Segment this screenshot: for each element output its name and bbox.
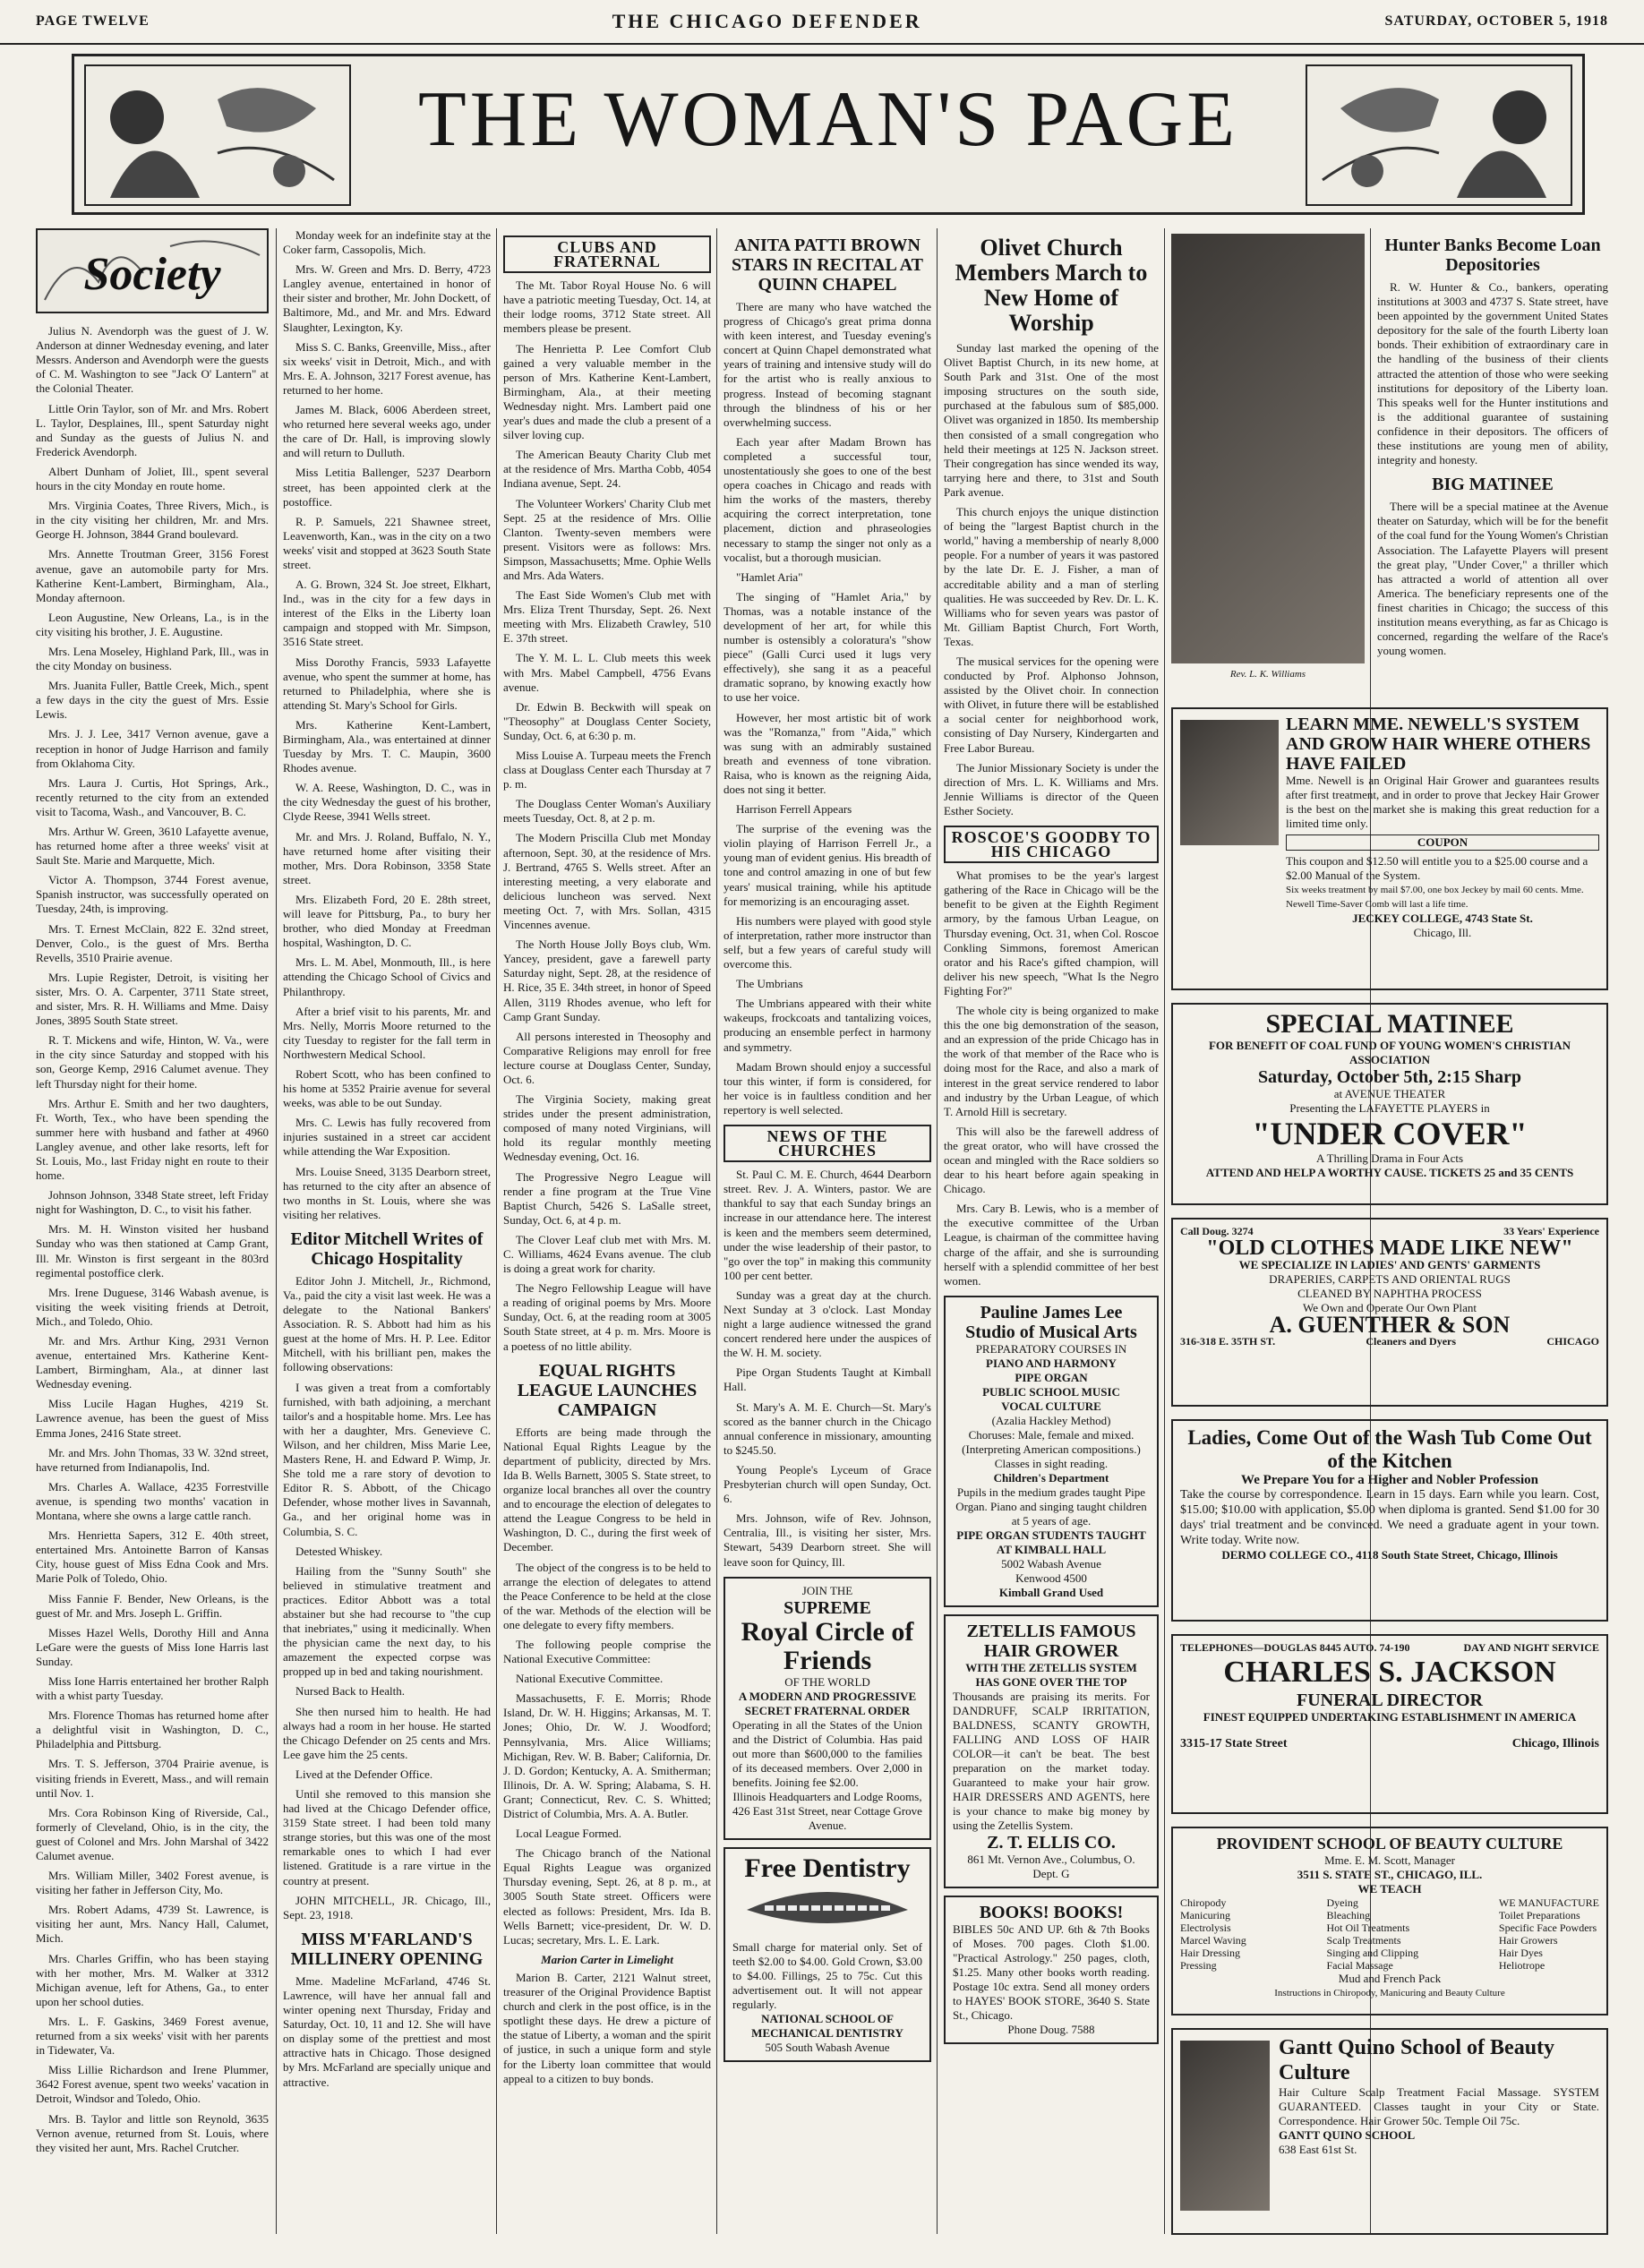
books-title: BOOKS! BOOKS!: [979, 1902, 1124, 1922]
gantt-body: Hair Culture Scalp Treatment Facial Massage. SYSTEM GUARANTEED. Classes taught in your City or State. Correspondence. Hair Grower 50c. Temple Oil 75c.: [1279, 2085, 1599, 2127]
special-matinee-ad: [1171, 1003, 1608, 1209]
circle-address: Illinois Headquarters and Lodge Rooms, 426 East 31st Street, near Cottage Grove Avenue.: [732, 1789, 922, 1832]
pauline-pipe: PIPE ORGAN STUDENTS TAUGHT AT KIMBALL HALL: [956, 1528, 1146, 1556]
paragraph: However, her most artistic bit of work was the "Romanza," from "Aida," which was sung with an admirably sustained breath and evenness of tone vibration. Raisa, who is known as the reigning Aida, does not sing it better.: [724, 710, 931, 796]
paragraph: After a brief visit to his parents, Mr. and Mrs. Nelly, Morris Moore returned to the city Tuesday to register for the fall term in Northwestern Medical School.: [283, 1004, 491, 1061]
dermo-name: DERMO COLLEGE CO., 4118 South State Street, Chicago, Illinois: [1221, 1548, 1558, 1562]
paragraph: Miss Fannie F. Bender, New Orleans, is the guest of Mr. and Mrs. Joseph L. Griffin.: [36, 1591, 269, 1620]
column-rule: [1164, 228, 1165, 2234]
paragraph: Mrs. W. Green and Mrs. D. Berry, 4723 Langley avenue, entertained in honor of their sister and brother, Mr. John Dockett, of Baltimore, Md., and Mr. and Mrs. Edward Slaughter, Lexington, Ky.: [283, 262, 491, 334]
dermo-body: Take the course by correspondence. Learn in 15 days. Earn while you learn. Cost, $15.00; $10.00 with application, $5.00 when diploma is granted. Send $1.00 for 30 days' trial treatment and be convinced. We need a graduate agent in your town. Write today. Write now.: [1180, 1488, 1599, 1547]
equal-rights-body: [503, 1425, 711, 1947]
paragraph: Albert Dunham of Joliet, Ill., spent several hours in the city Monday en route home.: [36, 464, 269, 493]
jackson-finest: FINEST EQUIPPED UNDERTAKING ESTABLISHMENT IN AMERICA: [1203, 1710, 1577, 1724]
jackson-city: Chicago, Illinois: [1511, 1737, 1599, 1750]
pauline-lee-ad: [944, 1296, 1159, 1607]
paragraph: Miss Louise A. Turpeau meets the French class at Douglass Center each Thursday at 7 p. m.: [503, 749, 711, 792]
newell-name: JECKEY COLLEGE, 4743 State St.: [1352, 911, 1533, 925]
paragraph: Specific Face Powders: [1498, 1921, 1597, 1934]
paragraph: Mrs. M. H. Winston visited her husband Sunday who was then stationed at Camp Grant, Ill. Mr. Winston is first sergeant in the 803rd regimental postoffice clerk.: [36, 1222, 269, 1279]
paragraph: Miss Dorothy Francis, 5933 Lafayette avenue, who spent the summer at home, has returned to Philadelphia, where she is attending St. Mary's School for Girls.: [283, 655, 491, 712]
circle-of-world: OF THE WORLD: [784, 1674, 870, 1689]
paragraph: The Umbrians: [736, 977, 803, 991]
royal-circle-ad: [724, 1577, 931, 1840]
paragraph: W. A. Reese, Washington, D. C., was in the city Wednesday the guest of his brother, Clyde Reese, 3941 Wells street.: [283, 781, 491, 824]
gantt-portrait: [1180, 2041, 1270, 2211]
provident-title: PROVIDENT SCHOOL OF BEAUTY CULTURE: [1216, 1835, 1563, 1853]
zetellis-name: Z. T. ELLIS CO.: [987, 1832, 1116, 1853]
paragraph: The Junior Missionary Society is under the direction of Mrs. L. K. Williams and Mrs. Jennie Williams is director of the Queen Esther Society.: [944, 760, 1159, 817]
coupon-body: This coupon and $12.50 will entitle you to a $25.00 course and a $2.00 Manual of the System.: [1286, 854, 1588, 882]
paragraph: Hair Growers: [1498, 1934, 1558, 1947]
paragraph: Miss S. C. Banks, Greenville, Miss., after six weeks' visit in Detroit, Mich., and with Mrs. E. A. Johnson, 3217 Forest avenue, has returned to her home.: [283, 339, 491, 397]
paragraph: I was given a treat from a comfortably furnished, with bath adjoining, a merchant tailor's and a hospitable home. Mrs. Lee has with her a daughter, Mrs. Genevieve C. Wilson, and her children, Miss Marie Lee, Masters Rene, H. and Edward P. Wimp, Jr. She told me a rare story of devotion to Editor R. S. Abbott, of the Chicago Defender, whose mother lives in Savannah, Ga., and her original home was in Columbia, S. C.: [283, 1380, 491, 1538]
jackson-title: FUNERAL DIRECTOR: [1297, 1690, 1483, 1710]
paragraph: Sunday last marked the opening of the Olivet Baptist Church, in its new home, at South Park and 31st. One of the most imposing structures on the south side, purchased at the fabulous sum of $85,000. Olivet was organized in 1850. Its membership then consisted of a small congregation who held their meetings at 125 N. Jackson street. Their congregation has since wended its way, tarrying here and there, to 31st and South Park avenue.: [944, 341, 1159, 499]
paragraph: Julius N. Avendorph was the guest of J. W. Anderson at dinner Wednesday evening, and later Messrs. Anderson and Avendorph were the guests of C. M. Washington to see "Jack O' Lantern" at the Colonial Theater.: [36, 324, 269, 396]
marion-text: Marion B. Carter, 2121 Walnut street, treasurer of the Original Providence Baptist church and clerk in the post office, is in the spotlight these days. He drew a picture of the statue of Liberty, a woman and the spirit of justice, in such a unique form and style for the Liberty loan committee that would appeal to a citizen to buy bonds.: [503, 1970, 711, 2085]
paragraph: Marcel Waving: [1180, 1934, 1246, 1947]
paragraph: Mrs. Florence Thomas has returned home after a delightful visit in Washington, D. C., Philadelphia and Pittsburg.: [36, 1708, 269, 1751]
circle-supreme: SUPREME: [783, 1597, 871, 1618]
paragraph: Pressing: [1180, 1959, 1217, 1972]
pastor-photo: [1171, 234, 1365, 663]
paragraph: Mrs. Lupie Register, Detroit, is visiting her sister, Mrs. O. A. Carpenter, 3711 State street, and sister, Mrs. R. H. Williams and Mme. Daisy Jones, 3895 South State street.: [36, 970, 269, 1028]
paragraph: Mr. and Mrs. John Thomas, 33 W. 32nd street, have returned from Indianapolis, Ind.: [36, 1445, 269, 1474]
paragraph: Mrs. Robert Adams, 4739 St. Lawrence, is visiting her aunt, Mrs. Nancy Hall, Calumet, Mich.: [36, 1903, 269, 1946]
provident-list-right: [1499, 1896, 1599, 1972]
paragraph: Sunday was a great day at the church. Next Sunday at 3 o'clock. Last Monday night a large audience witnessed the grand concert rendered here under the auspices of the W. H. M. society.: [724, 1288, 931, 1360]
paragraph: R. P. Samuels, 221 Shawnee street, Leavenworth, Kan., was in the city on a two weeks' visit and stopped at 3623 South State street.: [283, 514, 491, 571]
hunter-headline: Hunter Banks Become Loan Depositories: [1384, 235, 1601, 275]
paragraph: Mrs. Annette Troutman Greer, 3156 Forest avenue, gave an automobile party for Mrs. Katherine Kent-Lambert, Birmingham, Ala., Monday afternoon.: [36, 547, 269, 604]
hunter-text: R. W. Hunter & Co., bankers, operating institutions at 3003 and 4737 S. State street, have been appointed by the government United States depository for the sale of the fourth Liberty loan bonds. Their exhibition of extraordinary care in the handling of the business of their clients attracted the attention of those who were seeking institutions for depository of the Liberty loan. This speaks well for the Hunter institutions and is the additional guarantee of sustaining confidence in their depositors. The officers of these institutions are young men of ability, integrity and honesty.: [1377, 280, 1608, 467]
pauline-prep: PREPARATORY COURSES IN: [975, 1341, 1127, 1356]
guenther-cleaned: CLEANED BY NAPHTHA PROCESS: [1297, 1287, 1482, 1300]
paragraph: Lived at the Defender Office.: [295, 1767, 433, 1781]
paragraph: What promises to be the year's largest gathering of the Race in Chicago will be the benefit to be given at the Eighth Regiment armory, by the famous Urban League, on Thursday evening, Oct. 31, when Col. Roscoe Conkling Simmons, foremost American orator and his Race's gifted champion, will deliver his new speech, "What Is the Negro Fighting For?": [944, 869, 1159, 997]
paragraph: The Volunteer Workers' Charity Club met Sept. 25 at the residence of Mrs. Ollie Clanton. Twenty-seven members were present. Visitors were as follows: Mrs. Simpson, Massachusetts; Mme. Ophie Wells and Mrs. Ada Waters.: [503, 496, 711, 582]
paper-name: THE CHICAGO DEFENDER: [612, 10, 922, 32]
paragraph: Mrs. Irene Duguese, 3146 Wabash avenue, is visiting the week visiting friends at Detroit, Mich., and Toledo, Ohio.: [36, 1285, 269, 1328]
pauline-address: 5002 Wabash Avenue: [1001, 1556, 1101, 1570]
paragraph: The Clover Leaf club met with Mrs. M. C. Williams, 4624 Evans avenue. The club is doing a great work for charity.: [503, 1232, 711, 1276]
paragraph: The Modern Priscilla Club met Monday afternoon, Sept. 30, at the residence of Mrs. J. Bertrand, 4765 S. Wells street. After an interesting meeting, a very elaborate and delicious luncheon was served. Next meeting Oct. 7, with Mrs. Sollan, 4315 Vincennes avenue.: [503, 831, 711, 932]
column-two: [283, 228, 491, 2238]
society-body: [36, 324, 269, 2155]
paragraph: Miss Letitia Ballenger, 5237 Dearborn street, has been appointed clerk at the postoffice.: [283, 466, 491, 509]
paragraph: Scalp Treatments: [1326, 1934, 1401, 1947]
free-dentistry-ad: [724, 1847, 931, 2062]
pastor-caption: Rev. L. K. Williams: [1229, 669, 1306, 680]
paragraph: Mrs. T. Ernest McClain, 822 E. 32nd street, Denver, Colo., is the guest of Mrs. Bertha Revells, 3510 Prairie avenue.: [36, 921, 269, 964]
olivet-article-body: [944, 341, 1159, 818]
column-five: [944, 228, 1159, 2238]
paragraph: JOHN MITCHELL, JR. Chicago, Ill., Sept. 23, 1918.: [283, 1893, 491, 1921]
ornament-right-icon: [1305, 64, 1573, 207]
paragraph: This will also be the farewell address of the great orator, who will have crossed the ocean and mingled with the Race soldiers so dear to his heart before again speaking in Chicago.: [944, 1124, 1159, 1196]
pauline-method: (Azalia Hackley Method): [991, 1413, 1111, 1427]
paragraph: Detested Whiskey.: [295, 1544, 383, 1558]
guenther-city: CHICAGO: [1546, 1335, 1599, 1348]
newell-body: Mme. Newell is an Original Hair Grower and guarantees results after first treatment, and in order to prove that Jeckey Hair Grower is the best on the market she is making this great reduction for a limited time only.: [1286, 774, 1599, 830]
paragraph: Miss Ione Harris entertained her brother Ralph with a whist party Tuesday.: [36, 1673, 269, 1703]
paragraph: Mrs. J. J. Lee, 3417 Vernon avenue, gave a reception in honor of Judge Harrison and family from Oklahoma City.: [36, 727, 269, 770]
pauline-phone: Kenwood 4500: [1015, 1570, 1087, 1585]
column-rule: [937, 228, 938, 2234]
paragraph: The Douglass Center Woman's Auxiliary meets Tuesday, Oct. 8, at 2 p. m.: [503, 797, 711, 826]
newell-city: Chicago, Ill.: [1413, 926, 1472, 939]
books-phone: Phone Doug. 7588: [1007, 2022, 1095, 2036]
issue-date: SATURDAY, OCTOBER 5, 1918: [1384, 13, 1608, 29]
womans-page-banner: [72, 54, 1585, 215]
zetellis-body: Thousands are praising its merits. For DANDRUFF, SCALP IRRITATION, BALDNESS, SCANTY GROWTH, FALLING AND LOSS OF HAIR COLOR—it can't be beat. The best preparation on the market today. Guaranteed to make your hair grow. HAIR DRESSERS AND AGENTS, here is your chance to make big money by using the Zetellis System.: [953, 1689, 1150, 1832]
paragraph: Mrs. Arthur W. Green, 3610 Lafayette avenue, has returned home after a three weeks' visit at Sault Ste. Marie and Marquette, Mich.: [36, 825, 269, 868]
big-matinee-text: There will be a special matinee at the Avenue theater on Saturday, which will be for the benefit of the coal fund for the Young Women's Christian Association. The Lafayette Players will present the great play, "Under Cover," a thriller which has attracted a world of attention all over America. The beneficiary represents one of the finest charities in Chicago; the success of this institution means everything, as far as Chicago is concerned, regarding the welfare of the Race's young women.: [1377, 500, 1608, 658]
paragraph: Mrs. Laura J. Curtis, Hot Springs, Ark., recently returned to the city from an extended visit to Tacoma, Wash., and Vancouver, B. C.: [36, 775, 269, 818]
column-rule: [496, 228, 497, 2234]
paragraph: Electrolysis: [1180, 1921, 1231, 1934]
paragraph: Hair Dressing: [1180, 1947, 1240, 1959]
paragraph: The North House Jolly Boys club, Wm. Yancey, president, gave a farewell party Saturday night, Sept. 28, at the residence of H. Rice, 35 E. 34th street, in honor of Speed Allen, 3119 Rhodes avenue, who left for Camp Grant Sunday.: [503, 937, 711, 1023]
special-matinee-title: SPECIAL MATINEE: [1265, 1009, 1514, 1039]
zetellis-address: 861 Mt. Vernon Ave., Columbus, O.: [967, 1852, 1135, 1866]
pauline-course: PUBLIC SCHOOL MUSIC: [982, 1384, 1120, 1399]
paragraph: Mrs. B. Taylor and little son Reynold, 3635 Vernon avenue, returned from St. Louis, where they visited her aunt, Mrs. Rachel Crutcher.: [36, 2111, 269, 2154]
paragraph: Manicuring: [1180, 1909, 1230, 1921]
circle-desc: A MODERN AND PROGRESSIVE SECRET FRATERNAL ORDER: [738, 1689, 917, 1717]
newell-ad: [1171, 707, 1608, 994]
paragraph: The singing of "Hamlet Aria," by Thomas, was a notable instance of the development of her art, for while this number is ostensibly a coloratura's "show piece" (Galli Curci used it lugs very effectively), she sang it as a peaceful dramatic soprano, by knowing exactly how to use her voice.: [724, 589, 931, 705]
paragraph: Dyeing: [1326, 1896, 1358, 1909]
books-body: BIBLES 50c AND UP. 6th & 7th Books of Moses. 700 pages. Cloth $1.00. "Practical Astrology." 250 pages, cloth, $1.25. Many other books worth reading. Postage 10c extra. Send all money orders to HAYES' BOOK STORE, 3640 S. State St., Chicago.: [953, 1921, 1150, 2022]
paragraph: Nursed Back to Health.: [295, 1684, 406, 1699]
churches-headline: NEWS OF THE CHURCHES: [724, 1125, 931, 1162]
provident-address: 3511 S. STATE ST., CHICAGO, ILL.: [1297, 1868, 1483, 1881]
paragraph: The Umbrians appeared with their white wakeups, frockcoats and tantalizing voices, producing an ensemble perfect in harmony and symmetry.: [724, 997, 931, 1054]
paragraph: Toilet Preparations: [1498, 1909, 1580, 1921]
circle-join: JOIN THE: [801, 1583, 853, 1597]
paragraph: Chiropody: [1180, 1896, 1227, 1909]
society-column: [36, 228, 269, 2238]
big-matinee-headline: BIG MATINEE: [1432, 475, 1554, 495]
dentistry-address: 505 South Wabash Avenue: [765, 2040, 890, 2054]
pauline-studio: Studio of Musical Arts: [965, 1322, 1137, 1342]
paragraph: She then nursed him to health. He had always had a room in her house. He started the Chicago Defender on 25 cents and Mrs. Lee gave him the 25 cents.: [283, 1704, 491, 1761]
roscoe-headline: ROSCOE'S GOODBY TO HIS CHICAGO: [944, 826, 1159, 863]
guenther-experience: 33 Years' Experience: [1503, 1225, 1599, 1237]
paragraph: Mrs. William Miller, 3402 Forest avenue, is visiting her father in Jefferson City, Mo.: [36, 1869, 269, 1897]
paragraph: Mrs. Elizabeth Ford, 20 E. 28th street, will leave for Pittsburg, Pa., to bury her brother, who died Monday at Freedman hospital, Washington, D. C.: [283, 892, 491, 950]
equal-rights-headline: EQUAL RIGHTS LEAGUE LAUNCHES CAMPAIGN: [517, 1360, 698, 1420]
gantt-address: 638 East 61st St.: [1279, 2143, 1357, 2156]
paragraph: Each year after Madam Brown has completed a successful tour, unostentatiously she goes to one of the best opera coaches in Chicago and reads with him the works of the masters, thereby acquiring the correct interpretation, tone placement, diction and phraseologies necessary to stamp the singer not only as a vocalist, but a thorough musician.: [724, 434, 931, 564]
guenther-headline: "OLD CLOTHES MADE LIKE NEW": [1206, 1237, 1573, 1260]
paragraph: The musical services for the opening were conducted by Prof. Alphonso Johnson, assisted by the Olivet choir. In connection with Olivet, in future there will be established a social center for neighborhood work, consisting of Day Nursery, Kindergarten and Free Labor Bureau.: [944, 654, 1159, 755]
coupon-title: COUPON: [1286, 834, 1599, 851]
paragraph: Mr. and Mrs. J. Roland, Buffalo, N. Y., have returned home after visiting their mother, Mrs. Dora Robinson, 3358 State street.: [283, 829, 491, 886]
paragraph: Mrs. Juanita Fuller, Battle Creek, Mich., spent a few days in the city the guest of Mrs. Essie Lewis.: [36, 679, 269, 722]
guenther-address: 316-318 E. 35TH ST.: [1180, 1335, 1276, 1348]
paragraph: Young People's Lyceum of Grace Presbyterian church will open Sunday, Oct. 6.: [724, 1462, 931, 1506]
zetellis-dept: Dept. G: [1032, 1866, 1070, 1880]
paragraph: Heliotrope: [1498, 1959, 1546, 1972]
dentistry-body: Small charge for material only. Set of teeth $2.00 to $4.00. Gold Crown, $3.00 to $4.00. Fillings, 25 to 75c. Cut this advertisement out. It will not appear regularly.: [732, 1939, 922, 2011]
guenther-specialize: WE SPECIALIZE IN LADIES' AND GENTS' GARMENTS: [1238, 1258, 1541, 1271]
paragraph: His numbers were played with good style of interpretation, rather more instructor than self, but a few years of careful study will overcome this.: [724, 913, 931, 971]
newell-portrait: [1180, 720, 1279, 845]
paragraph: The Virginia Society, making great strides under the present administration, composed of many noted Virginians, will hold its regular monthly meeting Wednesday evening, Oct. 16.: [503, 1092, 711, 1164]
column-three: [503, 228, 711, 2238]
paragraph: Local League Formed.: [516, 1827, 622, 1841]
paragraph: Robert Scott, who has been confined to his home at 5352 Prairie avenue for several weeks, was able to be out Sunday.: [283, 1066, 491, 1110]
paragraph: Massachusetts, F. E. Morris; Rhode Island, Dr. W. H. Higgins; Arkansas, M. T. Jones; Ohio, Dr. W. J. Woodford; Pennsylvania, Mrs. Alice Williams; Michigan, Rev. W. B. Baber; California, Dr. J. D. Gordon; Kentucky, A. A. Smitherman; Illinois, Dr. A. W. Spring; Alabama, S. H. Grant; Connecticut, Rev. C. S. Whitted; District of Columbia, Mrs. A. A. Butler.: [503, 1691, 711, 1820]
paragraph: Mrs. Cora Robinson King of Riverside, Cal., formerly of Cleveland, Ohio, is in the city, the guest of Colonel and Mrs. John Marshal of 3422 Calumet avenue.: [36, 1805, 269, 1862]
newell-title: LEARN MME. NEWELL'S SYSTEM AND GROW HAIR WHERE OTHERS HAVE FAILED: [1286, 715, 1591, 774]
paragraph: A. G. Brown, 324 St. Joe street, Elkhart, Ind., was in the city for a few days in interest of the Elks in the Liberty loan campaign and stopped with Mr. Simpson, 3516 State street.: [283, 578, 491, 649]
paragraph: The Y. M. L. L. Club meets this week with Mrs. Mabel Campbell, 4756 Evans avenue.: [503, 651, 711, 694]
paragraph: Mrs. L. M. Abel, Monmouth, Ill., is here attending the Chicago School of Civics and Philanthropy.: [283, 955, 491, 998]
pauline-course: VOCAL CULTURE: [1001, 1399, 1101, 1413]
books-ad: [944, 1896, 1159, 2044]
column-rule: [276, 228, 277, 2234]
provident-list-mid: [1327, 1896, 1419, 1972]
special-matinee-benefit: FOR BENEFIT OF COAL FUND OF YOUNG WOMEN'S CHRISTIAN ASSOCIATION: [1208, 1039, 1571, 1066]
paragraph: There are many who have watched the progress of Chicago's great prima donna with keen interest, and Tuesday evening's concert at Quinn Chapel demonstrated what years of training and intensive study will do for the artist who is really anxious to progress. Instead of becoming stagnant through the blindness of his or her overwhelming success.: [724, 300, 931, 429]
jackson-service: DAY AND NIGHT SERVICE: [1463, 1641, 1599, 1654]
paragraph: The Mt. Tabor Royal House No. 6 will have a patriotic meeting Tuesday, Oct. 14, at their lodge rooms, 3712 State street. All members please be present.: [503, 278, 711, 336]
teeth-icon: [738, 1883, 917, 1937]
paragraph: St. Mary's A. M. E. Church—St. Mary's scored as the banner church in the Chicago annual conference in missionary, amounting to $245.50.: [724, 1399, 931, 1457]
roscoe-article-body: [944, 869, 1159, 1288]
column-six: [1377, 228, 1608, 694]
guenther-draperies: DRAPERIES, CARPETS AND ORIENTAL RUGS: [1269, 1272, 1511, 1286]
zetellis-title: ZETELLIS FAMOUS HAIR GROWER: [966, 1621, 1136, 1661]
dentistry-title: Free Dentistry: [744, 1853, 911, 1883]
newell-footer: Six weeks treatment by mail $7.00, one box Jeckey by mail 60 cents. Mme. Newell Time-Saver Comb will last a life time.: [1286, 885, 1584, 910]
paragraph: Leon Augustine, New Orleans, La., is in the city visiting his brother, J. E. Augustine.: [36, 610, 269, 638]
paragraph: Pipe Organ Students Taught at Kimball Hall.: [724, 1365, 931, 1394]
provident-instructions: Instructions in Chiropody, Manicuring and Beauty Culture: [1274, 1988, 1505, 1998]
anita-headline: ANITA PATTI BROWN STARS IN RECITAL AT QUINN CHAPEL: [732, 235, 923, 295]
guenther-call: Call Doug. 3274: [1180, 1225, 1254, 1237]
dentistry-name: NATIONAL SCHOOL OF MECHANICAL DENTISTRY: [751, 2011, 903, 2040]
paragraph: Misses Hazel Wells, Dorothy Hill and Anna LeGare were the guests of Miss Ione Harris last Sunday.: [36, 1625, 269, 1668]
paragraph: WE MANUFACTURE: [1498, 1896, 1599, 1909]
special-matinee-date: Saturday, October 5th, 2:15 Sharp: [1257, 1067, 1522, 1087]
special-matinee-presenting: Presenting the LAFAYETTE PLAYERS in: [1289, 1101, 1490, 1115]
clubs-headline: CLUBS AND FRATERNAL: [503, 235, 711, 273]
dermo-title: Ladies, Come Out of the Wash Tub Come Out of the Kitchen: [1187, 1426, 1592, 1472]
paragraph: Efforts are being made through the National Equal Rights League by the department of publicity, directed by Mrs. Ida B. Wells Barnett, 3005 S. State street, to organize local branches all over the country and to encourage the election of delegates to attend the League Congress to be held in Washington, D. C., during the first week of December.: [503, 1425, 711, 1554]
paragraph: Hair Dyes: [1498, 1947, 1543, 1959]
pauline-course: PIANO AND HARMONY: [986, 1356, 1117, 1370]
jackson-address: 3315-17 State Street: [1180, 1737, 1288, 1750]
pauline-children-body: Pupils in the medium grades taught Pipe Organ. Piano and singing taught children at 5 years of age.: [955, 1485, 1147, 1528]
paragraph: Dr. Edwin B. Beckwith will speak on "Theosophy" at Douglass Center Society, Sunday, Oct. 6, at 6:30 p. m.: [503, 699, 711, 742]
paragraph: This church enjoys the unique distinction of being the "largest Baptist church in the world," having a membership of nearly 8,000 people. For a number of years it was pastored by the late Dr. E. J. Fisher, a man of accreditable ability and a man of sterling qualities. He was succeeded by Rev. Dr. L. K. Williams who for seven years was pastor of Mt. Gilliam Baptist Church, Fort Worth, Texas.: [944, 505, 1159, 648]
gantt-ad: [1171, 2028, 1608, 2238]
paragraph: James M. Black, 6006 Aberdeen street, who returned here several weeks ago, under the care of Dr. Hall, is improving slowly and will return to Dulluth.: [283, 403, 491, 460]
paragraph: Mrs. Lena Moseley, Highland Park, Ill., was in the city Monday on business.: [36, 644, 269, 673]
gantt-title: Gantt Quino School of Beauty Culture: [1279, 2036, 1555, 2084]
paragraph: Mrs. Virginia Coates, Three Rivers, Mich., is in the city visiting her children, Mr. and Mrs. George H. Johnson, 3844 Grand boulevard.: [36, 499, 269, 542]
paragraph: The Henrietta P. Lee Comfort Club gained a very valuable member in the person of Mrs. Katherine Kent-Lambert, Birmingham, Ala., at their meeting Wednesday night. Mrs. Lambert paid one year's dues and made the club a present of a silver loving cup.: [503, 341, 711, 442]
guenther-own: We Own and Operate Our Own Plant: [1303, 1301, 1477, 1314]
dermo-ad: [1171, 1419, 1608, 1625]
circle-body: Operating in all the States of the Union and the District of Columbia. Has paid out more than $600,000 to the families of its deceased members. Over 2,000 in benefits. Joining fee $2.00.: [732, 1717, 922, 1789]
special-matinee-tickets: ATTEND AND HELP A WORTHY CAUSE. TICKETS 25 and 35 CENTS: [1205, 1166, 1574, 1179]
guenther-name: A. GUENTHER & SON: [1269, 1312, 1511, 1338]
page-header: [0, 0, 1644, 45]
column-four: [724, 228, 931, 2238]
paragraph: St. Paul C. M. E. Church, 4644 Dearborn street. Rev. J. A. Winters, pastor. We are thankful to say that each Sunday brings an increase in our attendance here. The interest is keen and the members seem determined, under the wise leadership of their pastor, to "go over the top" in making this community 100 per cent better.: [724, 1168, 931, 1282]
paragraph: Johnson Johnson, 3348 State street, left Friday night for Washington, D. C., to visit his father.: [36, 1188, 269, 1217]
paragraph: Mrs. Arthur E. Smith and her two daughters, Ft. Worth, Tex., who have been spending the summer here with husband and father at 4960 Langley avenue, and other lake resorts, left for St. Louis, Mo., last Friday night en route to their home.: [36, 1096, 269, 1183]
paragraph: Miss Lillie Richardson and Irene Plummer, 3642 Forest avenue, spent two weeks' vacation in Detroit, Windsor and Toledo, Ohio.: [36, 2063, 269, 2106]
paragraph: Facial Massage: [1326, 1959, 1393, 1972]
paragraph: Mrs. Louise Sneed, 3135 Dearborn street, has returned to the city after an absence of two months in St. Louis, where she was visiting her relatives.: [283, 1164, 491, 1221]
dermo-sub: We Prepare You for a Higher and Nobler Profession: [1241, 1473, 1538, 1487]
special-matinee-drama: A Thrilling Drama in Four Acts: [1315, 1151, 1464, 1165]
paragraph: Hot Oil Treatments: [1326, 1921, 1410, 1934]
paragraph: Mrs. Katherine Kent-Lambert, Birmingham, Ala., was entertained at dinner Tuesday by Mrs. T. C. Maupin, 3600 Rhodes avenue.: [283, 717, 491, 775]
circle-name: Royal Circle of Friends: [741, 1616, 914, 1675]
jackson-phones: TELEPHONES—DOUGLAS 8445 AUTO. 74-190: [1180, 1641, 1410, 1654]
provident-teach: WE TEACH: [1357, 1882, 1422, 1896]
olivet-headline: Olivet Church Members March to New Home of Worship: [955, 235, 1148, 336]
anita-article-body: [724, 300, 931, 1117]
guenther-cleaners: Cleaners and Dyers: [1366, 1335, 1457, 1348]
mitchell-headline: Editor Mitchell Writes of Chicago Hospitality: [290, 1228, 484, 1269]
paragraph: Mrs. Charles A. Wallace, 4235 Forrestville avenue, is spending two months' vacation in Montana, where she owns a large cattle ranch.: [36, 1479, 269, 1523]
provident-ad: [1171, 1827, 1608, 2019]
paragraph: All persons interested in Theosophy and Comparative Religions may enroll for free lecture course at Douglass Center, Sunday, Oct. 6.: [503, 1029, 711, 1086]
marion-headline: Marion Carter in Limelight: [541, 1952, 673, 1966]
paragraph: The East Side Women's Club met with Mrs. Eliza Trent Thursday, Sept. 26. Next meeting with Mrs. Elizabeth Crawley, 510 E. 37th street.: [503, 588, 711, 646]
paragraph: Mrs. L. F. Gaskins, 3469 Forest avenue, returned from a six weeks' visit with her parents in Tidewater, Va.: [36, 2014, 269, 2058]
paragraph: The Negro Fellowship League will have a reading of original poems by Mrs. Moore Sunday, Oct. 6, at the reading room at 3005 South State street, at 4 p. m. Mrs. Moore is a poetess of no little ability.: [503, 1281, 711, 1353]
special-matinee-play: "UNDER COVER": [1252, 1116, 1528, 1151]
page-number: PAGE TWELVE: [36, 13, 150, 29]
millinery-headline: MISS M'FARLAND'S MILLINERY OPENING: [290, 1929, 484, 1969]
pauline-children: Children's Department: [993, 1470, 1109, 1485]
paragraph: Little Orin Taylor, son of Mr. and Mrs. Robert L. Taylor, Desplaines, Ill., spent Saturday night and Sunday as the guests of Julius N. and Frederick Avendorph.: [36, 401, 269, 458]
provident-footer: Mud and French Pack: [1338, 1972, 1442, 1985]
jackson-ad: [1171, 1634, 1608, 1818]
paragraph: Victor A. Thompson, 3744 Forest avenue, Spanish instructor, was successfully operated on Tuesday, 24th, is improving.: [36, 873, 269, 916]
guenther-ad: [1171, 1218, 1608, 1410]
paragraph: Mr. and Mrs. Arthur King, 2931 Vernon avenue, entertained Mrs. Katherine Kent-Lambert, Birmingham, Ala., at dinner last Wednesday evening.: [36, 1334, 269, 1391]
paragraph: Mrs. Charles Griffin, who has been staying with her mother, Mrs. M. Walker at 3312 Michigan avenue, left for Athens, Ga., to enter upon her school duties.: [36, 1951, 269, 2008]
provident-list-left: [1180, 1896, 1246, 1972]
provident-manager: Mme. E. M. Scott, Manager: [1324, 1853, 1455, 1867]
paragraph: R. T. Mickens and wife, Hinton, W. Va., were in the city since Saturday and stopped with his son, George Kemp, 2916 Calumet avenue. They left Thursday night for their home.: [36, 1033, 269, 1091]
pauline-body: Choruses: Male, female and mixed. (Interpreting American compositions.) Classes in sight reading.: [962, 1427, 1141, 1470]
paragraph: The whole city is being organized to make this the one big demonstration of the season, and an expression of the pride Chicago has in the work of that member of the Race who is doing most for the Race, and also a mark of interest in the great service rendered to labor and industry by the Urban League, of which T. Arnold Hill is secretary.: [944, 1004, 1159, 1118]
paragraph: Monday week for an indefinite stay at the Coker farm, Cassopolis, Mich.: [283, 228, 491, 257]
paragraph: The Progressive Negro League will render a fine program at the True Vine Baptist Church, 5426 S. LaSalle street, Sunday, Oct. 6, at 4 p. m.: [503, 1169, 711, 1227]
paragraph: Hailing from the "Sunny South" she believed in stimulative treatment and practices. Editor Abbott was a total abstainer but she had recourse to "the cup that inebriates," using it medicinally. When the physician came the next day, to his amazement the expected corpse was propped up in bed and taking nourishment.: [283, 1563, 491, 1679]
gantt-name: GANTT QUINO SCHOOL: [1279, 2128, 1416, 2142]
zetellis-ad: [944, 1614, 1159, 1888]
section-title: THE WOMAN'S PAGE: [418, 76, 1238, 163]
pauline-footer: Kimball Grand Used: [998, 1585, 1104, 1599]
churches-body: [724, 1168, 931, 1569]
paragraph: The Chicago branch of the National Equal Rights League was organized Thursday evening, Sept. 26, at 8 p. m., at 3005 South State street. Officers were elected as follows: President, Mrs. Ida B. Wells Barnett; vice-president, Dr. W. D. Lucas; secretary, Mrs. L. E. Lark.: [503, 1846, 711, 1947]
clubs-body: [503, 278, 711, 1353]
paragraph: Miss Lucile Hagan Hughes, 4219 St. Lawrence avenue, has been the guest of Miss Emma Jones, 2416 State street.: [36, 1397, 269, 1440]
paragraph: "Hamlet Aria": [736, 569, 803, 584]
column-rule: [716, 228, 717, 2234]
paragraph: Mrs. T. S. Jefferson, 3704 Prairie avenue, is visiting friends in Everett, Mass., and will remain until Nov. 1.: [36, 1757, 269, 1800]
zetellis-sub: WITH THE ZETELLIS SYSTEM HAS GONE OVER THE TOP: [965, 1660, 1137, 1689]
paragraph: Mrs. Cary B. Lewis, who is a member of the executive committee of the Urban League, is chairman of the committee having charge of the affair, and she is surrounding herself with a splendid committee of her best women.: [944, 1202, 1159, 1288]
society-heading-icon: [36, 228, 269, 313]
society-title: Society: [83, 249, 221, 300]
column-two-body: [283, 228, 491, 1222]
paragraph: Mrs. Henrietta Sapers, 312 E. 40th street, entertained Mrs. Antoinette Barron of Kansas City, house guest of Miss Edna Cook and Mrs. Marie Polk of Toledo, Ohio.: [36, 1528, 269, 1586]
paragraph: Harrison Ferrell Appears: [736, 802, 852, 817]
ornament-left-icon: [83, 64, 352, 207]
paragraph: The American Beauty Charity Club met at the residence of Mrs. Martha Cobb, 4054 Indiana avenue, Sept. 24.: [503, 448, 711, 491]
paragraph: Editor John J. Mitchell, Jr., Richmond, Va., paid the city a visit last week. He was a delegate to the National Bankers' Association. R. S. Abbott had him as his guest at the home of Mrs. H. P. Lee. Editor Mitchell, with his brilliant pen, makes the following observations:: [283, 1273, 491, 1374]
paragraph: Singing and Clipping: [1326, 1947, 1419, 1959]
pauline-course: PIPE ORGAN: [1015, 1370, 1088, 1384]
paragraph: National Executive Committee.: [516, 1672, 664, 1686]
olivet-photo-area: [1171, 228, 1365, 694]
paragraph: The surprise of the evening was the violin playing of Harrison Ferrell Jr., a young man of evident genius. His breadth of tone and control amazing in one of but few years' musical training, while his aptitude for memorizing is an encouraging asset.: [724, 822, 931, 908]
pauline-name: Pauline James Lee: [980, 1302, 1123, 1322]
paragraph: Bleaching: [1326, 1909, 1371, 1921]
paragraph: The object of the congress is to be held to arrange the election of delegates to attend the Peace Conference to be held at the close of the war. Methods of the election will be one delegate to every fifty members.: [503, 1560, 711, 1631]
paragraph: Mrs. Johnson, wife of Rev. Johnson, Centralia, Ill., is visiting her sister, Mrs. Stewart, 5439 Dearborn street. She will leave soon for Quincy, Ill.: [724, 1511, 931, 1569]
millinery-text: Mme. Madeline McFarland, 4746 St. Lawrence, will have her annual fall and winter opening next Thursday, Friday and Saturday, Oct. 10, 11 and 12. She will have on display some of the prettiest and most attractive hats in Chicago. Those designed by Mrs. McFarland are specially unique and attractive.: [283, 1973, 491, 2089]
paragraph: The following people comprise the National Executive Committee:: [503, 1637, 711, 1666]
jackson-name: CHARLES S. JACKSON: [1223, 1656, 1556, 1689]
mitchell-article-body: [283, 1274, 491, 1922]
special-matinee-venue: at AVENUE THEATER: [1333, 1087, 1446, 1100]
paragraph: Until she removed to this mansion she had lived at the Chicago Defender office, 3159 State street. I had been told many strange stories, but this was one of the most remarkable ones to which I had ever listened. Gratitude is a rare virtue in the country at present.: [283, 1787, 491, 1887]
paragraph: Mrs. C. Lewis has fully recovered from injuries sustained in a street car accident while attending the War Exposition.: [283, 1116, 491, 1159]
paragraph: Madam Brown should enjoy a successful tour this winter, if form is considered, for her voice is in faultless condition and her repertory is well selected.: [724, 1059, 931, 1117]
